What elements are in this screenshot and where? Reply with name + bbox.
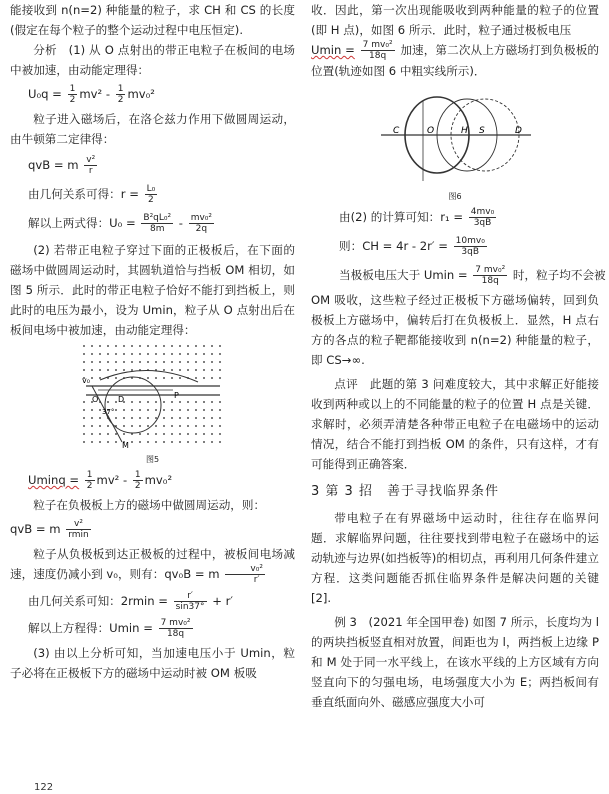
critical-condition-paragraph: 带电粒子在有界磁场中运动时，往往存在临界问题．求解临界问题，往往要找到带电粒子在磁场中的运动轨迹与边界(如挡板等)的相切点，再利用几何条件建立方程．这类问题能否抓住临界条件是解决问题的关键 [2]. — [311, 511, 599, 605]
field-dot — [123, 409, 125, 411]
magnetic-paragraph: 粒子进入磁场后，在洛仑兹力作用下做圆周运动，由牛顿第二定律得： — [10, 112, 295, 146]
field-dot — [83, 345, 85, 347]
field-dot — [99, 377, 101, 379]
field-dot — [163, 417, 165, 419]
field-dot — [107, 345, 109, 347]
field-dot — [115, 417, 117, 419]
field-dot — [139, 417, 141, 419]
comment-paragraph: 点评 此题的第 3 问难度较大，其中求解正好能接收到两种或以上的不同能量的粒子的位置 H 点是关键．求解时，必须弄清楚各种带正电粒子在电磁场中的运动情况，结合不能打到挡板 OM 的条件，只有这样，才有可能得到正确答案． — [311, 377, 599, 471]
field-dot — [107, 401, 109, 403]
field-dot — [83, 369, 85, 371]
equation-8: 由几何关系可知：2rmin = $\frac{r'}{\sin 37^\circ}$ + r′ — [28, 591, 233, 612]
field-dot — [91, 345, 93, 347]
right-column — [311, 0, 606, 712]
field-dot — [131, 345, 133, 347]
right-paragraph-2: OM 吸收，这些粒子经过正极板下方磁场偏转，回到负极板上方磁场中，偏转后打在负极板上．显然，H 点右方的各点的粒子靶都能接收到 n(n=2) 种能量的粒子，即 CS→∞. — [311, 293, 599, 367]
field-dot — [211, 409, 213, 411]
equation-6: qvB = m $\frac{\text{v²}}{rmin}$ — [10, 519, 89, 540]
field-dot — [123, 361, 125, 363]
field-dot — [147, 441, 149, 443]
field-dot — [91, 433, 93, 435]
field-dot — [83, 409, 85, 411]
field-dot — [179, 353, 181, 355]
field-dot — [123, 433, 125, 435]
field-dot — [179, 441, 181, 443]
field-dot — [123, 353, 125, 355]
field-dot — [155, 433, 157, 435]
right-paragraph-1b: Umin = $\frac{\text{7 mv₀²}}{18q}$ 加速，第二次从上方磁场打到负极板的位置(轨迹如图 6 中粗实线所示)． — [311, 40, 600, 78]
field-dot — [219, 417, 221, 419]
field-dot — [179, 433, 181, 435]
field-dot — [211, 401, 213, 403]
field-dot — [203, 441, 205, 443]
field-dot — [91, 409, 93, 411]
field-dot — [115, 401, 117, 403]
right-paragraph-1a: 收．因此，第一次出现能吸收到两种能量的粒子的位置(即 H 点)，如图 6 所示．此时，粒子通过极板电压 — [311, 3, 599, 37]
field-dot — [187, 433, 189, 435]
field-dot — [131, 409, 133, 411]
field-dot — [195, 369, 197, 371]
field-dot — [115, 361, 117, 363]
paragraph-3: 粒子在负极板上方的磁场中做圆周运动，则： — [33, 498, 266, 512]
field-dot — [203, 377, 205, 379]
field-dot — [203, 361, 205, 363]
field-dot — [171, 361, 173, 363]
label-h: H — [461, 126, 468, 136]
label-v0: v₀ — [81, 376, 90, 385]
field-dot — [115, 377, 117, 379]
field-dot — [147, 433, 149, 435]
field-dot — [195, 401, 197, 403]
label-p: P — [173, 391, 179, 400]
equation-1: U₀q = $\frac{1}{2}$ mv² - $\frac{1}{2}$ mv₀² — [28, 84, 155, 105]
field-dot — [195, 345, 197, 347]
field-dot — [211, 345, 213, 347]
figure-5-diagram — [78, 340, 228, 452]
label-c: C — [393, 126, 400, 136]
field-dot — [163, 377, 165, 379]
field-dot — [139, 441, 141, 443]
field-dot — [83, 361, 85, 363]
field-dot — [203, 353, 205, 355]
field-dot — [211, 417, 213, 419]
field-dot — [115, 433, 117, 435]
field-dot — [211, 433, 213, 435]
label-o: O — [427, 126, 435, 136]
field-dot — [91, 425, 93, 427]
field-dot — [91, 353, 93, 355]
field-dot — [107, 441, 109, 443]
field-dot — [211, 425, 213, 427]
label-s: S — [479, 126, 485, 136]
field-dot — [219, 441, 221, 443]
field-dot — [107, 369, 109, 371]
field-dot — [131, 441, 133, 443]
field-dot — [219, 425, 221, 427]
equation-9: 解以上方程得：Umin = $\frac{\text{7 mv₀²}}{18q}$ — [28, 618, 191, 639]
field-dot — [163, 353, 165, 355]
field-dot — [147, 401, 149, 403]
field-dot — [171, 417, 173, 419]
field-dot — [147, 409, 149, 411]
field-dot — [179, 377, 181, 379]
field-dot — [187, 401, 189, 403]
field-dot — [163, 369, 165, 371]
field-dot — [163, 345, 165, 347]
field-dot — [139, 353, 141, 355]
field-dot — [179, 409, 181, 411]
field-dot — [203, 369, 205, 371]
field-dot — [211, 441, 213, 443]
field-dot — [147, 417, 149, 419]
field-dot — [171, 353, 173, 355]
field-dot — [115, 409, 117, 411]
field-dot — [83, 441, 85, 443]
field-dot — [219, 353, 221, 355]
field-dot — [187, 353, 189, 355]
field-dot — [115, 353, 117, 355]
paragraph-5: (3) 由以上分析可知，当加速电压小于 Umin，粒子必将在正极板下方的磁场中运动时被 OM 板吸 — [10, 646, 295, 680]
field-dot — [171, 425, 173, 427]
field-dot — [195, 425, 197, 427]
field-dot — [83, 417, 85, 419]
field-dot — [163, 361, 165, 363]
field-dot — [115, 369, 117, 371]
field-dot — [107, 433, 109, 435]
field-dot — [163, 425, 165, 427]
field-dot — [139, 425, 141, 427]
field-dot — [171, 345, 173, 347]
field-dot — [219, 377, 221, 379]
field-dot — [107, 353, 109, 355]
field-dot — [219, 433, 221, 435]
equation-3: 由几何关系可得：r = $\frac{\text{L₀}}{2}$ — [28, 184, 156, 205]
figure-6-caption: 图6 — [448, 192, 462, 201]
field-dot — [203, 345, 205, 347]
trajectory-circle — [105, 377, 161, 433]
equation-r1: 由(2) 的计算可知：r₁ = $\frac{\text{4mv₀}}{3qB}$ — [339, 207, 495, 228]
field-dot — [211, 377, 213, 379]
field-dot — [155, 377, 157, 379]
field-dot — [195, 409, 197, 411]
field-dot — [131, 369, 133, 371]
field-dot — [219, 361, 221, 363]
intro-text: 能接收到 n(n=2) 种能量的粒子，求 CH 和 CS 的长度(假定在每个粒子的整个运动过程中电压恒定). — [10, 3, 295, 37]
field-dot — [99, 345, 101, 347]
field-dot — [171, 377, 173, 379]
field-dot — [99, 409, 101, 411]
field-dot — [163, 433, 165, 435]
field-dot — [171, 433, 173, 435]
field-dot — [107, 361, 109, 363]
field-dot — [187, 361, 189, 363]
field-dot — [203, 417, 205, 419]
field-dot — [83, 353, 85, 355]
field-dot — [163, 409, 165, 411]
field-dot — [155, 417, 157, 419]
field-dot — [91, 417, 93, 419]
field-dot — [99, 369, 101, 371]
field-dot — [123, 425, 125, 427]
equation-4: 解以上两式得：U₀ = $\frac{\text{B²qL₀²}}{8m}$ - $\frac{\text{mv₀²}}{2q}$ — [28, 213, 212, 234]
field-dot — [131, 425, 133, 427]
field-dot — [187, 409, 189, 411]
field-dot — [155, 345, 157, 347]
example-3-paragraph: 例 3 (2021 年全国甲卷) 如图 7 所示，长度均为 l 的两块挡板竖直相对放置，间距也为 l，两挡板上边缘 P 和 M 处于同一水平线上，在该水平线的上方区域有方向竖直向下的匀强电场，电场强度大小为 E；两挡板间有垂直纸面向外、磁感应强度大小可 — [311, 615, 599, 709]
field-dot — [147, 425, 149, 427]
label-d: D — [117, 395, 124, 404]
field-dot — [187, 425, 189, 427]
field-dot — [147, 361, 149, 363]
voltage-condition: 当极板电压大于 Umin = $\frac{\text{7 mv₀²}}{18q}$ 时，粒子均不会被 — [339, 265, 606, 286]
field-dot — [91, 377, 93, 379]
field-dot — [179, 361, 181, 363]
field-dot — [171, 369, 173, 371]
field-dot — [131, 361, 133, 363]
field-dot — [99, 441, 101, 443]
field-dot — [195, 441, 197, 443]
label-o: O — [91, 395, 98, 404]
field-dot — [139, 361, 141, 363]
field-dot — [131, 417, 133, 419]
field-dot — [219, 409, 221, 411]
field-dot — [155, 441, 157, 443]
field-dot — [187, 441, 189, 443]
field-dot — [147, 377, 149, 379]
field-dot — [203, 401, 205, 403]
field-dot — [139, 345, 141, 347]
field-dot — [155, 409, 157, 411]
field-dot — [131, 353, 133, 355]
field-dot — [195, 417, 197, 419]
field-dot — [171, 441, 173, 443]
field-dot — [195, 361, 197, 363]
field-dot — [139, 433, 141, 435]
field-dot — [179, 425, 181, 427]
field-dot — [195, 433, 197, 435]
field-dot — [163, 401, 165, 403]
upper-trajectory — [100, 370, 198, 382]
field-dot — [131, 401, 133, 403]
figure-5-caption: 图5 — [145, 455, 160, 464]
field-dot — [99, 433, 101, 435]
equation-2: qvB = m $\frac{\text{v²}}{r}$ — [28, 155, 96, 176]
field-dot — [99, 361, 101, 363]
field-dot — [91, 441, 93, 443]
field-dot — [155, 425, 157, 427]
field-dot — [187, 417, 189, 419]
field-dot — [91, 369, 93, 371]
field-dot — [211, 353, 213, 355]
field-dot — [99, 353, 101, 355]
field-dot — [203, 425, 205, 427]
field-dot — [147, 345, 149, 347]
field-dot — [83, 425, 85, 427]
field-dot — [147, 353, 149, 355]
field-dot — [203, 409, 205, 411]
field-dot — [211, 361, 213, 363]
field-dot — [155, 353, 157, 355]
field-dot — [83, 433, 85, 435]
field-dot — [107, 425, 109, 427]
field-dot — [219, 369, 221, 371]
field-dot — [123, 417, 125, 419]
field-dot — [123, 369, 125, 371]
field-dot — [171, 409, 173, 411]
paragraph-4: 粒子从负极板到达正极板的过程中，被板间电场减速，速度仍减小到 v₀，则有：qv₀B = m $\frac{\text{v₀²}}{r'}$ — [10, 547, 295, 585]
field-dot — [99, 417, 101, 419]
field-dot — [171, 401, 173, 403]
equation-ch: 则：CH = 4r - 2r′ = $\frac{\text{10mv₀}}{3qB}$ — [339, 236, 485, 257]
field-dot — [219, 345, 221, 347]
field-dot — [139, 409, 141, 411]
field-dot — [187, 369, 189, 371]
equation-5: Uminq = $\frac{1}{2}$ mv² - $\frac{1}{2}$ mv₀² — [28, 470, 173, 491]
field-dot — [123, 345, 125, 347]
field-dot — [187, 345, 189, 347]
field-dot — [179, 369, 181, 371]
field-dot — [139, 401, 141, 403]
label-d: D — [515, 126, 522, 136]
label-angle: 37° — [101, 408, 114, 416]
field-dot — [203, 433, 205, 435]
page-number: 122 — [34, 782, 54, 793]
field-dot — [163, 441, 165, 443]
field-dot — [115, 345, 117, 347]
field-dot — [211, 369, 213, 371]
analysis-1: 分析 (1) 从 O 点射出的带正电粒子在板间的电场中被加速，由动能定理得： — [10, 43, 295, 77]
part-2-paragraph: (2) 若带正电粒子穿过下面的正极板后，在下面的磁场中做圆周运动时，其圆轨道恰与挡板 OM 相切，如图 5 所示．此时的带正电粒子恰好不能打到挡板上，则此时的电压为最小，设为 Umin，粒子从 O 点射出后在板间电场中被加速，由动能定理得： — [10, 243, 295, 337]
section-heading: 3 第 3 招 善于寻找临界条件 — [311, 484, 499, 499]
field-dot — [155, 401, 157, 403]
field-dot — [179, 417, 181, 419]
field-dot — [83, 401, 85, 403]
field-dot — [115, 441, 117, 443]
field-dot — [195, 377, 197, 379]
label-m: M — [121, 441, 129, 450]
field-dot — [155, 361, 157, 363]
field-dot — [91, 361, 93, 363]
figure-6-diagram — [375, 81, 535, 189]
field-dot — [195, 353, 197, 355]
field-dot — [179, 345, 181, 347]
field-dot — [179, 401, 181, 403]
field-dot — [219, 401, 221, 403]
field-dot — [99, 425, 101, 427]
left-column — [10, 0, 295, 683]
